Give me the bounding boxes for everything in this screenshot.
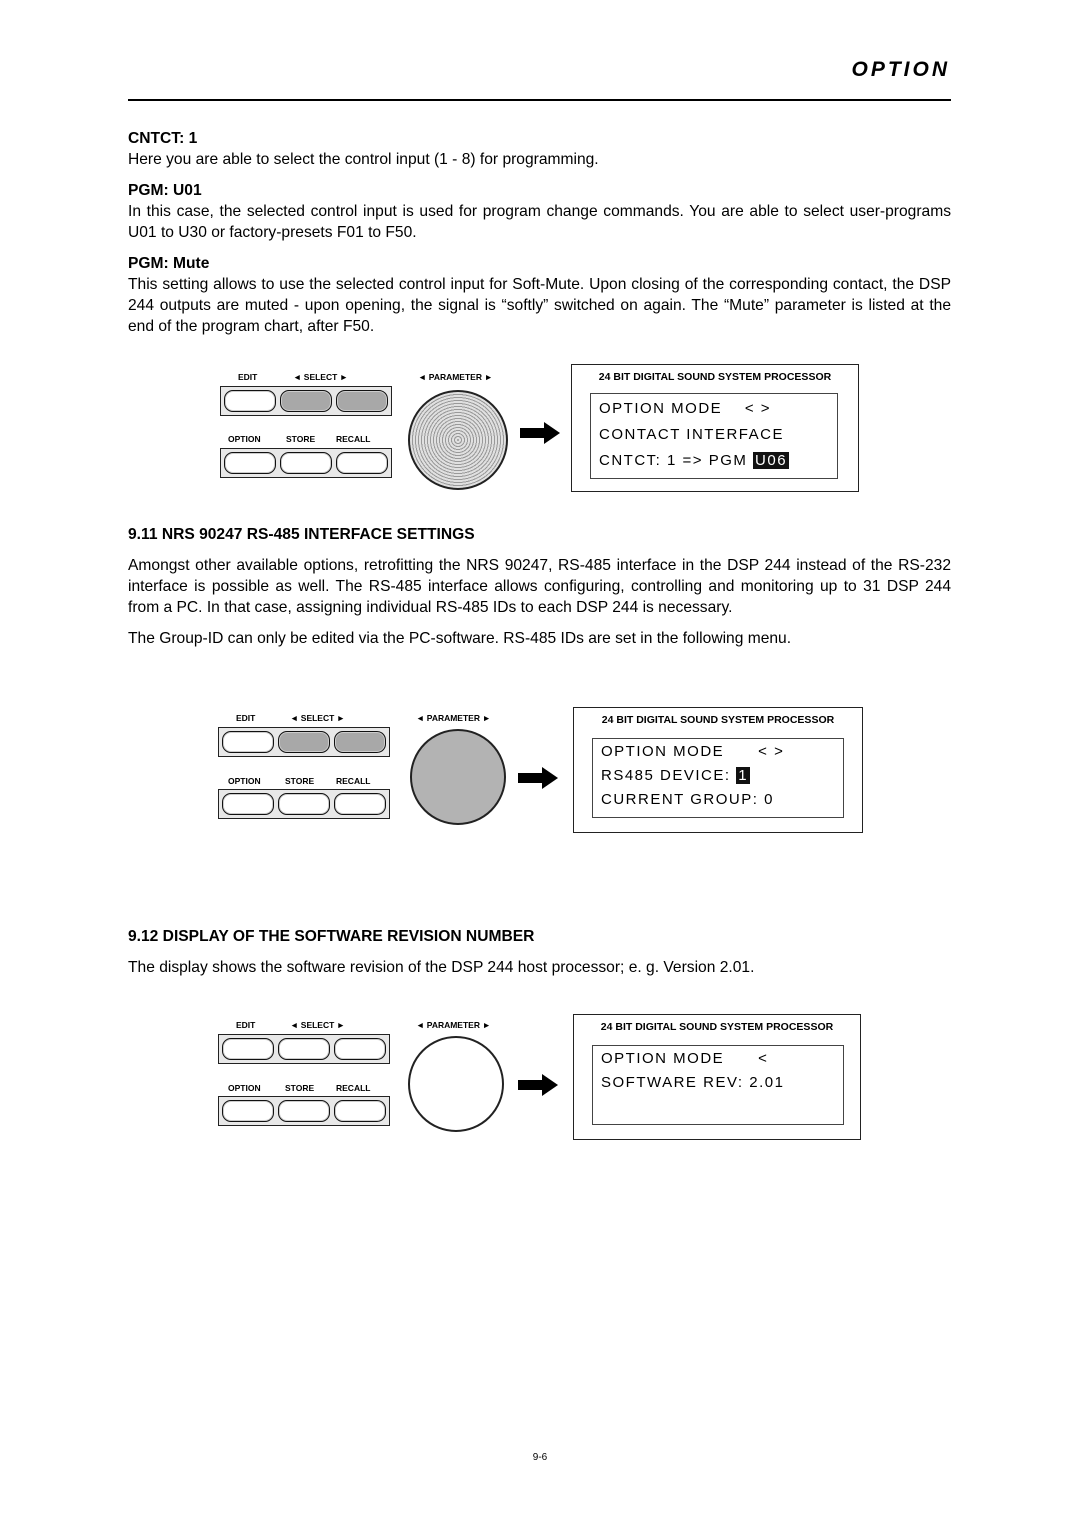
- parameter-label: ◄ PARAMETER ►: [418, 372, 493, 382]
- lcd-line-2-prefix: RS485 DEVICE:: [601, 767, 737, 784]
- bottom-button-row: [218, 1096, 390, 1126]
- lcd-line-2: [601, 767, 750, 784]
- section-9-12-heading: 9.12 DISPLAY OF THE SOFTWARE REVISION NUMBER: [128, 928, 535, 945]
- recall-label: RECALL: [336, 434, 371, 444]
- store-button[interactable]: [278, 793, 330, 815]
- figure-contact-interface: [218, 362, 863, 497]
- select-label: ◄ SELECT ►: [293, 372, 349, 382]
- recall-label: RECALL: [336, 776, 371, 786]
- edit-button[interactable]: [222, 1038, 274, 1060]
- option-label: OPTION: [228, 776, 261, 786]
- lcd-line-3-prefix: CNTCT: 1 => PGM: [599, 452, 754, 469]
- edit-label: EDIT: [238, 372, 258, 382]
- edit-button[interactable]: [224, 390, 276, 412]
- edit-label: EDIT: [236, 713, 256, 723]
- select-right-button[interactable]: [336, 390, 388, 412]
- pgm-mute-text: This setting allows to use the selected control input for Soft-Mute. Upon closing of the corresponding contact, the DSP 244 outputs are muted - upon opening, the signal is “softly” switched on again. The “Mute” parameter is listed at the end of the program chart, after F50.: [128, 276, 951, 335]
- select-label: ◄ SELECT ►: [290, 713, 346, 723]
- lcd-display: [573, 707, 863, 833]
- lcd-display: [571, 364, 859, 492]
- store-label: STORE: [285, 1083, 315, 1093]
- recall-button[interactable]: [334, 793, 386, 815]
- section-9-12: [128, 926, 951, 978]
- edit-button[interactable]: [222, 731, 274, 753]
- store-label: STORE: [286, 434, 316, 444]
- lcd-line-2: SOFTWARE REV: 2.01: [601, 1074, 785, 1091]
- arrow-right-icon: [520, 422, 560, 444]
- pgm-u01-heading: PGM: U01: [128, 182, 202, 199]
- lcd-screen: [592, 1045, 844, 1125]
- edit-label: EDIT: [236, 1020, 256, 1030]
- pgm-mute-heading: PGM: Mute: [128, 255, 210, 272]
- option-label: OPTION: [228, 1083, 261, 1093]
- lcd-line-3: [599, 452, 789, 469]
- lcd-screen: [592, 738, 844, 818]
- section-9-12-para-1: The display shows the software revision of the DSP 244 host processor; e. g. Version 2.01.: [128, 959, 755, 976]
- select-left-button[interactable]: [278, 1038, 330, 1060]
- parameter-knob[interactable]: [408, 390, 508, 490]
- recall-button[interactable]: [336, 452, 388, 474]
- recall-label: RECALL: [336, 1083, 371, 1093]
- bottom-button-row: [220, 448, 392, 478]
- page-number: 9-6: [532, 1452, 548, 1463]
- lcd-line-3: CURRENT GROUP: 0: [601, 791, 774, 808]
- parameter-label: ◄ PARAMETER ►: [416, 1020, 491, 1030]
- option-button[interactable]: [222, 793, 274, 815]
- parameter-knob[interactable]: [410, 729, 506, 825]
- arrow-right-icon: [518, 1074, 558, 1096]
- arrow-right-icon: [518, 767, 558, 789]
- lcd-line-1: OPTION MODE <: [601, 1050, 769, 1067]
- section-9-11-para-1: Amongst other available options, retrofitting the NRS 90247, RS-485 interface in the DSP 244 instead of the RS-232 interface is possible as well. The RS-485 interface allows configuring, controlling and monitoring up to 31 DSP 244 from a PC. In that case, assigning individual RS-485 IDs to each DSP 244 is necessary.: [128, 557, 951, 616]
- store-label: STORE: [285, 776, 315, 786]
- option-label: OPTION: [228, 434, 261, 444]
- lcd-line-2: CONTACT INTERFACE: [599, 426, 784, 443]
- recall-button[interactable]: [334, 1100, 386, 1122]
- intro-section: [128, 128, 951, 337]
- lcd-line-1: OPTION MODE < >: [601, 743, 785, 760]
- page-section-title: OPTION: [851, 58, 950, 81]
- lcd-screen: [590, 393, 838, 479]
- select-left-button[interactable]: [280, 390, 332, 412]
- store-button[interactable]: [278, 1100, 330, 1122]
- section-9-11-heading: 9.11 NRS 90247 RS-485 INTERFACE SETTINGS: [128, 526, 475, 543]
- select-right-button[interactable]: [334, 1038, 386, 1060]
- lcd-title: 24 BIT DIGITAL SOUND SYSTEM PROCESSOR: [600, 1021, 834, 1033]
- lcd-line-1: OPTION MODE < >: [599, 400, 772, 417]
- parameter-label: ◄ PARAMETER ►: [416, 713, 491, 723]
- figure-rs485-device: [218, 705, 863, 835]
- top-button-row: [218, 1034, 390, 1064]
- lcd-display: [573, 1014, 861, 1140]
- header-rule: [128, 99, 951, 101]
- cntct-heading: CNTCT: 1: [128, 130, 198, 147]
- parameter-knob[interactable]: [408, 1036, 504, 1132]
- select-left-button[interactable]: [278, 731, 330, 753]
- section-9-11: [128, 524, 951, 649]
- cntct-text: Here you are able to select the control input (1 - 8) for programming.: [128, 151, 599, 168]
- select-right-button[interactable]: [334, 731, 386, 753]
- lcd-title: 24 BIT DIGITAL SOUND SYSTEM PROCESSOR: [601, 714, 835, 726]
- top-button-row: [218, 727, 390, 757]
- top-button-row: [220, 386, 392, 416]
- bottom-button-row: [218, 789, 390, 819]
- lcd-device-value: 1: [738, 767, 749, 784]
- option-button[interactable]: [222, 1100, 274, 1122]
- pgm-u01-text: In this case, the selected control input is used for program change commands. You are able to select user-programs U01 to U30 or factory-presets F01 to F50.: [128, 203, 951, 241]
- lcd-program-value: U06: [755, 452, 788, 469]
- select-label: ◄ SELECT ►: [290, 1020, 346, 1030]
- lcd-title: 24 BIT DIGITAL SOUND SYSTEM PROCESSOR: [598, 371, 832, 383]
- store-button[interactable]: [280, 452, 332, 474]
- option-button[interactable]: [224, 452, 276, 474]
- figure-software-revision: [218, 1012, 863, 1142]
- section-9-11-para-2: The Group-ID can only be edited via the PC-software. RS-485 IDs are set in the following menu.: [128, 630, 792, 647]
